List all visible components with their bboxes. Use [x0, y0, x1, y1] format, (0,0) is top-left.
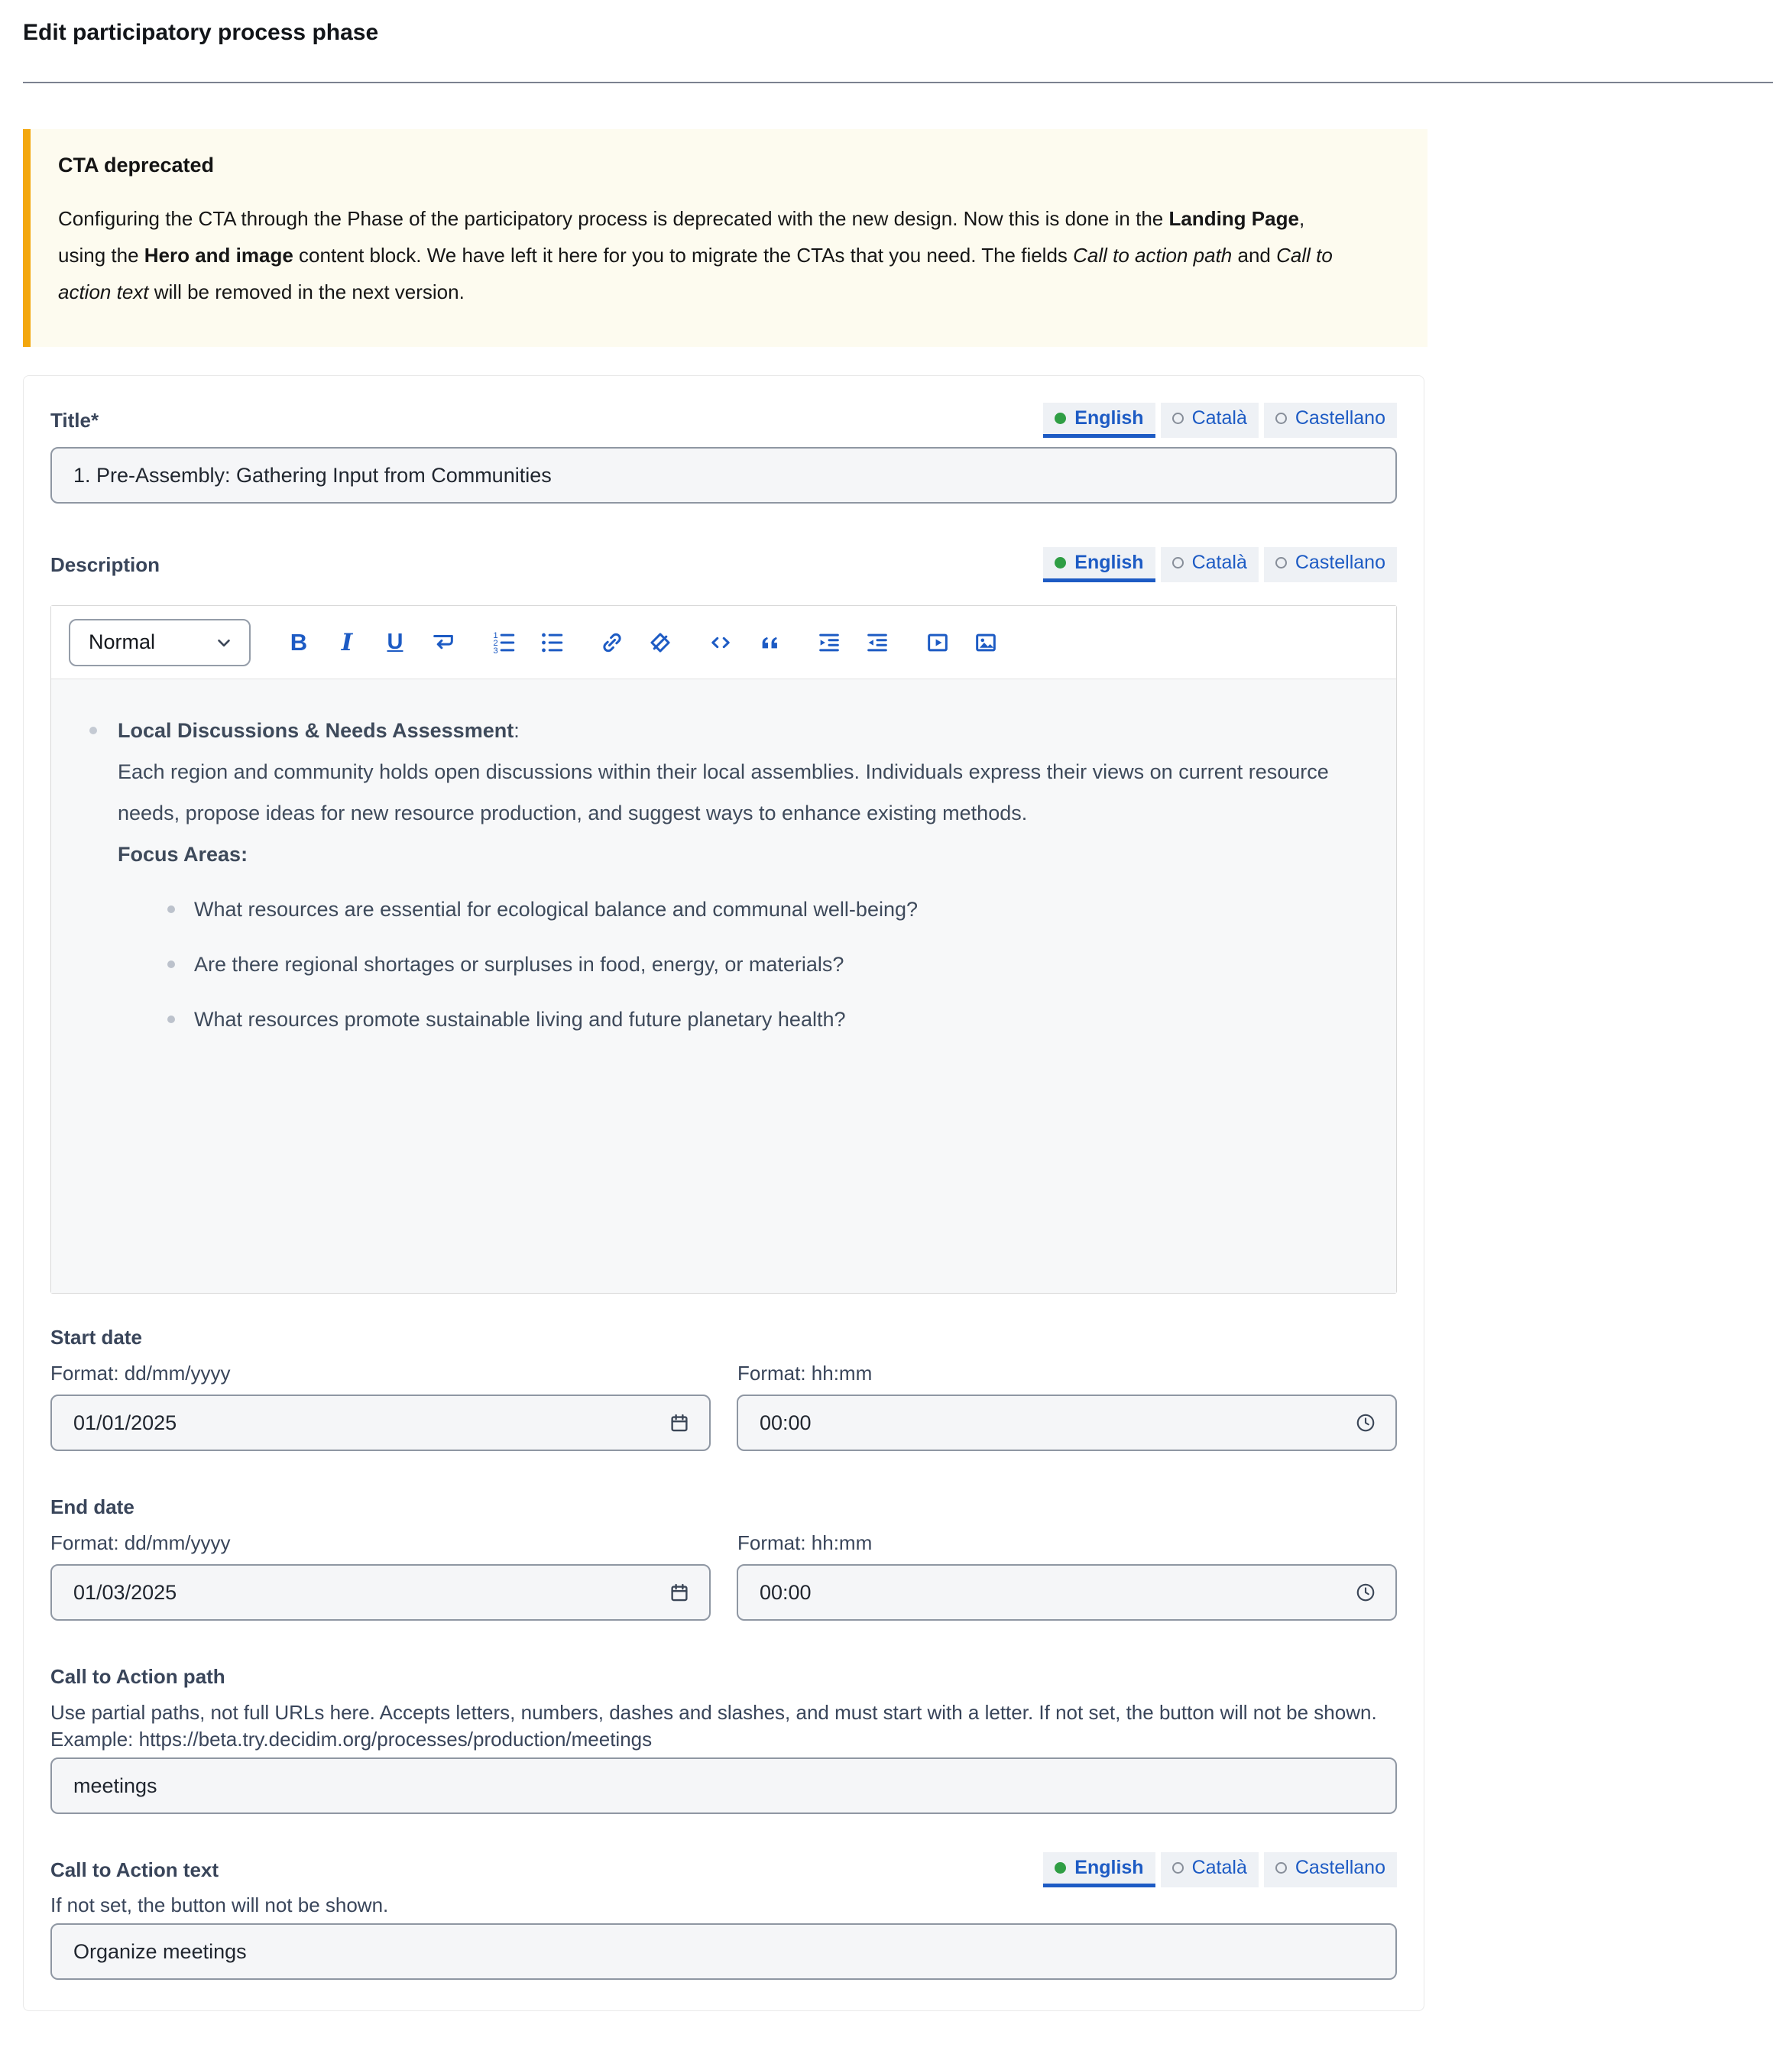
outdent-icon — [864, 630, 890, 656]
title-input[interactable] — [73, 464, 1377, 488]
underline-button[interactable] — [379, 624, 411, 661]
svg-text:3: 3 — [493, 646, 498, 656]
toolbar-icon-buttons — [283, 624, 1018, 661]
language-tab-english[interactable] — [1043, 403, 1155, 438]
outdent-button[interactable] — [861, 624, 893, 661]
callout-title: CTA deprecated — [58, 154, 215, 177]
active-language-dot-icon — [1055, 1862, 1066, 1874]
ordered-list-icon — [491, 630, 517, 656]
start-date-format-hint: Format: dd/mm/yyyy — [50, 1362, 231, 1385]
language-tab-castellano[interactable] — [1264, 1852, 1397, 1887]
image-button[interactable] — [970, 624, 1002, 661]
list-item: Are there regional shortages or surpluses in food, energy, or materials? — [167, 944, 1358, 985]
underline-icon: U — [387, 630, 403, 654]
description-editor-content[interactable] — [51, 679, 1396, 1293]
callout-body: Configuring the CTA through the Phase of the participatory process is deprecated with the new design. Now this is done in the Landing Page, using the Hero and image content block. We have left it here for you to migrate the CTAs that you need. The fields Call to action path and Call to action text will be removed in the next version. — [58, 207, 1333, 303]
language-tab-label: Castellano — [1295, 1857, 1385, 1878]
divider — [23, 82, 1773, 83]
italic-button[interactable] — [331, 624, 363, 661]
link-icon — [599, 630, 625, 656]
italic-icon: I — [341, 628, 353, 656]
end-date-input[interactable] — [73, 1581, 668, 1605]
title-input-wrapper — [50, 447, 1397, 504]
cta-path-label: Call to Action path — [50, 1665, 225, 1688]
language-tab-label: English — [1074, 1857, 1144, 1878]
language-tab-castellano[interactable] — [1264, 403, 1397, 438]
description-rich-text-editor — [50, 605, 1397, 1294]
line-break-icon — [430, 630, 456, 656]
end-date-label: End date — [50, 1495, 134, 1518]
video-button[interactable] — [922, 624, 954, 661]
page-title: Edit participatory process phase — [23, 20, 379, 45]
image-icon — [973, 630, 999, 656]
svg-text:1: 1 — [493, 630, 498, 640]
inactive-language-dot-icon — [1275, 413, 1287, 424]
inactive-language-dot-icon — [1172, 413, 1184, 424]
video-icon — [925, 630, 951, 656]
indent-icon — [816, 630, 842, 656]
editor-toolbar — [51, 606, 1396, 679]
bullet-list-icon — [539, 630, 565, 656]
language-tab-label: Castellano — [1295, 552, 1385, 573]
end-date-format-hint: Format: dd/mm/yyyy — [50, 1531, 231, 1554]
cta-text-input[interactable] — [73, 1940, 1377, 1964]
language-tab-catala[interactable] — [1161, 547, 1259, 582]
cta-text-input-wrapper — [50, 1923, 1397, 1980]
language-tab-english[interactable] — [1043, 547, 1155, 582]
cta-text-help: If not set, the button will not be shown. — [50, 1893, 389, 1916]
indent-button[interactable] — [813, 624, 845, 661]
code-icon — [708, 630, 734, 656]
language-tab-catala[interactable] — [1161, 403, 1259, 438]
end-date-input-wrapper — [50, 1564, 711, 1621]
cta-path-help: Use partial paths, not full URLs here. Accepts letters, numbers, dashes and slashes, and must start with a letter. If not set, the button will not be shown. Example: https://beta.try.decidim.org/processes/production/meetings — [50, 1701, 1377, 1751]
inactive-language-dot-icon — [1172, 557, 1184, 569]
start-date-input[interactable] — [73, 1411, 668, 1435]
title-language-tabs — [1043, 403, 1397, 438]
language-tab-label: Català — [1191, 1857, 1247, 1878]
language-tab-label: Català — [1191, 552, 1247, 573]
language-tab-castellano[interactable] — [1264, 547, 1397, 582]
active-language-dot-icon — [1055, 557, 1066, 569]
start-time-input-wrapper — [737, 1395, 1397, 1451]
end-time-input-wrapper — [737, 1564, 1397, 1621]
description-language-tabs — [1043, 547, 1397, 582]
inactive-language-dot-icon — [1275, 1862, 1287, 1874]
cta-path-input[interactable] — [73, 1774, 1377, 1798]
start-date-input-wrapper — [50, 1395, 711, 1451]
clock-icon[interactable] — [1354, 1411, 1377, 1434]
language-tab-catala[interactable] — [1161, 1852, 1259, 1887]
inactive-language-dot-icon — [1172, 1862, 1184, 1874]
description-label: Description — [50, 552, 160, 576]
title-label: Title* — [50, 408, 99, 432]
language-tab-label: English — [1074, 552, 1144, 573]
language-tab-english[interactable] — [1043, 1852, 1155, 1887]
end-time-input[interactable] — [760, 1581, 1354, 1605]
link-button[interactable] — [596, 624, 628, 661]
blockquote-icon — [756, 630, 782, 656]
line-break-button[interactable] — [427, 624, 459, 661]
start-time-format-hint: Format: hh:mm — [737, 1362, 873, 1385]
paragraph-style-value: Normal — [89, 630, 156, 653]
bullet-list-button[interactable] — [536, 624, 568, 661]
list-item: What resources are essential for ecological balance and communal well-being? — [167, 889, 1358, 930]
end-time-format-hint: Format: hh:mm — [737, 1531, 873, 1554]
cta-text-label: Call to Action text — [50, 1858, 219, 1881]
clear-formatting-icon — [647, 630, 673, 656]
language-tab-label: English — [1074, 407, 1144, 429]
clear-formatting-button[interactable] — [644, 624, 676, 661]
active-language-dot-icon — [1055, 413, 1066, 424]
paragraph-style-select[interactable] — [69, 619, 251, 666]
cta-path-input-wrapper — [50, 1757, 1397, 1814]
phase-form-card — [23, 375, 1424, 2011]
inactive-language-dot-icon — [1275, 557, 1287, 569]
ordered-list-button[interactable] — [488, 624, 520, 661]
blockquote-button[interactable] — [753, 624, 785, 661]
start-date-label: Start date — [50, 1326, 142, 1349]
svg-text:2: 2 — [493, 638, 498, 648]
chevron-down-icon — [214, 633, 234, 653]
language-tab-label: Català — [1191, 407, 1247, 429]
calendar-icon[interactable] — [668, 1411, 691, 1434]
code-button[interactable] — [705, 624, 737, 661]
bold-icon: B — [290, 628, 308, 656]
language-tab-label: Castellano — [1295, 407, 1385, 429]
calendar-icon[interactable] — [668, 1581, 691, 1604]
start-time-input[interactable] — [760, 1411, 1354, 1435]
list-item: Local Discussions & Needs Assessment: Each region and community holds open discussions within their local assemblies. Individuals express their views on current resource needs, propose ideas for new resource production, and suggest ways to enhance existing methods. Focus Areas: What resources are essential for ecological balance and communal well-being? Are there regional shortages or surpluses in food, energy, or materials? What resources promote sustainable living and future planetary health? — [89, 710, 1358, 1040]
cta-deprecated-callout — [23, 129, 1427, 347]
clock-icon[interactable] — [1354, 1581, 1377, 1604]
list-item: What resources promote sustainable living and future planetary health? — [167, 999, 1358, 1040]
bold-button[interactable] — [283, 624, 315, 661]
cta-text-language-tabs — [1043, 1852, 1397, 1887]
